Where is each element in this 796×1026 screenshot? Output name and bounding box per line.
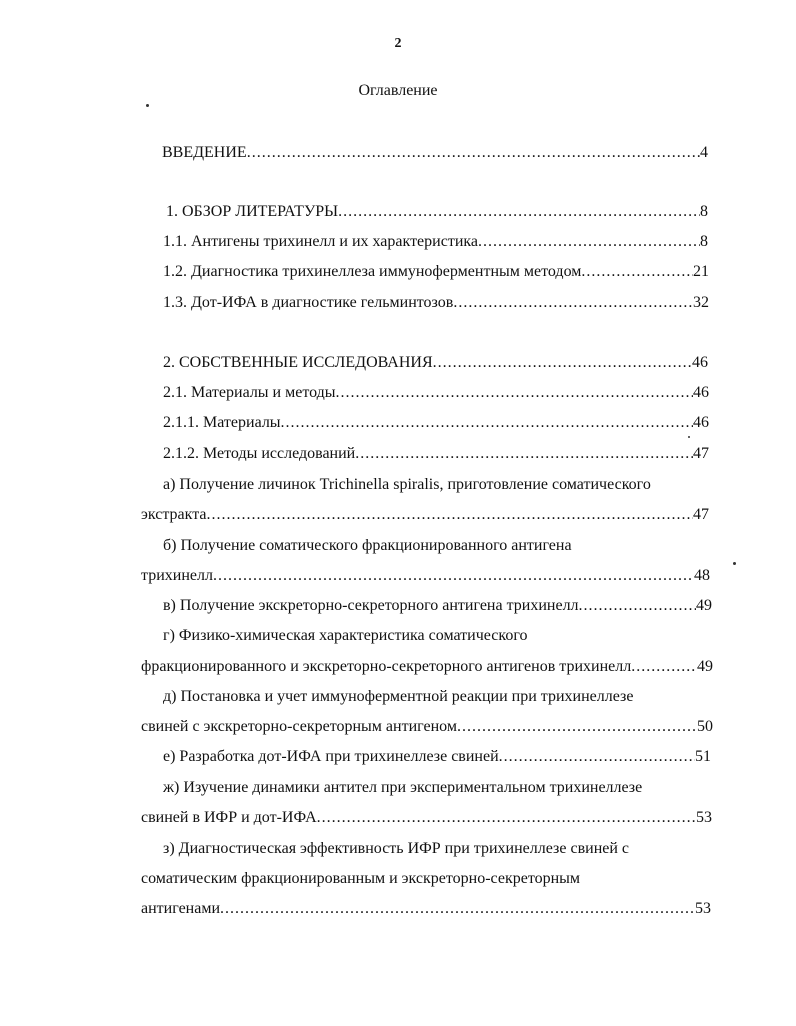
- toc-entry-text: 1.2. Диагностика трихинеллеза иммуноферментным методом: [163, 263, 582, 280]
- toc-entry-text: 1.3. Дот-ИФА в диагностике гельминтозов: [163, 294, 454, 311]
- toc-entry-page: 53: [696, 809, 712, 826]
- toc-entry-text: 1.1. Антигены трихинелл и их характеристика: [163, 233, 479, 250]
- scan-speck: [688, 436, 690, 438]
- toc-entry-v: [163, 595, 712, 617]
- toc-leader-dots: [499, 746, 695, 768]
- toc-leader-dots: [579, 595, 696, 617]
- toc-entry-2-1-1: [163, 412, 709, 434]
- page-title: Оглавление: [358, 82, 438, 99]
- toc-entry-page: 8: [700, 203, 708, 220]
- toc-entry-b-line2: [141, 565, 710, 587]
- toc-leader-dots: [631, 656, 697, 678]
- toc-leader-dots: [213, 565, 694, 587]
- toc-entry-b-line1: б) Получение соматического фракционированного антигена: [163, 537, 572, 554]
- toc-leader-dots: [206, 504, 693, 526]
- toc-leader-dots: [453, 292, 693, 314]
- toc-entry-text: экстракта: [141, 506, 207, 523]
- toc-entry-z-line1: з) Диагностическая эффективность ИФР при трихинеллезе свиней с: [163, 840, 630, 857]
- toc-entry-page: 8: [700, 233, 708, 250]
- toc-entry-page: 46: [693, 414, 709, 431]
- toc-entry-text: е) Разработка дот-ИФА при трихинеллезе свиней: [163, 748, 499, 765]
- toc-entry-text: 2. СОБСТВЕННЫЕ ИССЛЕДОВАНИЯ: [163, 354, 433, 371]
- toc-entry-text: антигенами: [141, 900, 221, 917]
- toc-entry-a-line2: [141, 504, 709, 526]
- toc-entry-text: трихинелл: [141, 567, 213, 584]
- toc-entry-page: 47: [693, 445, 709, 462]
- page-number: 2: [394, 36, 402, 51]
- toc-entry-page: 53: [695, 900, 711, 917]
- toc-entry-page: 4: [700, 144, 708, 161]
- toc-leader-dots: [281, 412, 693, 434]
- toc-entry-text: 1. ОБЗОР ЛИТЕРАТУРЫ: [166, 203, 339, 220]
- toc-leader-dots: [220, 898, 695, 920]
- toc-entry-page: 47: [693, 506, 709, 523]
- toc-entry-d-line2: [141, 716, 713, 738]
- toc-entry-page: 46: [693, 384, 709, 401]
- toc-leader-dots: [247, 142, 700, 164]
- toc-leader-dots: [338, 201, 700, 223]
- toc-entry-page: 21: [693, 263, 709, 280]
- toc-leader-dots: [457, 716, 697, 738]
- toc-entry-text: свиней с экскреторно-секреторным антигеном: [141, 718, 457, 735]
- toc-entry-a-line1: а) Получение личинок Trichinella spiralis, приготовление соматического: [163, 476, 651, 493]
- toc-leader-dots: [581, 261, 693, 283]
- toc-entry-g-line1: г) Физико-химическая характеристика соматического: [163, 627, 528, 644]
- toc-entry-page: 49: [696, 597, 712, 614]
- toc-entry-text: 2.1. Материалы и методы: [163, 384, 336, 401]
- toc-entry-z-line3: [141, 898, 711, 920]
- toc-entry-zh-line2: [141, 807, 712, 829]
- toc-entry-1-2: [163, 261, 709, 283]
- toc-leader-dots: [433, 352, 692, 374]
- toc-entry-text: фракционированного и экскреторно-секреторного антигенов трихинелл: [141, 658, 632, 675]
- toc-leader-dots: [355, 443, 693, 465]
- toc-entry-g-line2: [141, 656, 713, 678]
- toc-entry-text: свиней в ИФР и дот-ИФА: [141, 809, 317, 826]
- toc-entry-page: 46: [692, 354, 708, 371]
- toc-entry-text: в) Получение экскреторно-секреторного антигена трихинелл: [163, 597, 579, 614]
- toc-entry-z-line2: соматическим фракционированным и экскреторно-секреторным: [141, 870, 581, 887]
- toc-entry-zh-line1: ж) Изучение динамики антител при экспериментальном трихинеллезе: [163, 779, 643, 796]
- toc-entry-text: ВВЕДЕНИЕ: [162, 144, 247, 161]
- toc-entry-e: [163, 746, 711, 768]
- toc-entry-1-3: [163, 292, 709, 314]
- toc-entry-page: 50: [697, 718, 713, 735]
- toc-entry-1-1: [163, 231, 708, 253]
- scan-speck: [146, 104, 149, 107]
- toc-entry-page: 51: [695, 748, 711, 765]
- toc-entry-2-1-2: [163, 443, 709, 465]
- toc-entry-page: 48: [694, 567, 710, 584]
- toc-leader-dots: [336, 382, 693, 404]
- toc-leader-dots: [478, 231, 700, 253]
- toc-entry-d-line1: д) Постановка и учет иммуноферментной реакции при трихинеллезе: [163, 688, 634, 705]
- toc-entry-text: 2.1.2. Методы исследований: [163, 445, 356, 462]
- toc-entry-page: 49: [697, 658, 713, 675]
- toc-leader-dots: [317, 807, 696, 829]
- scan-speck: [733, 562, 736, 565]
- toc-entry-text: 2.1.1. Материалы: [163, 414, 281, 431]
- toc-entry-2-1: [163, 382, 709, 404]
- toc-entry-section-2: [163, 352, 708, 374]
- toc-entry-section-1: [166, 201, 708, 223]
- toc-entry-intro: [162, 142, 708, 164]
- toc-entry-page: 32: [693, 294, 709, 311]
